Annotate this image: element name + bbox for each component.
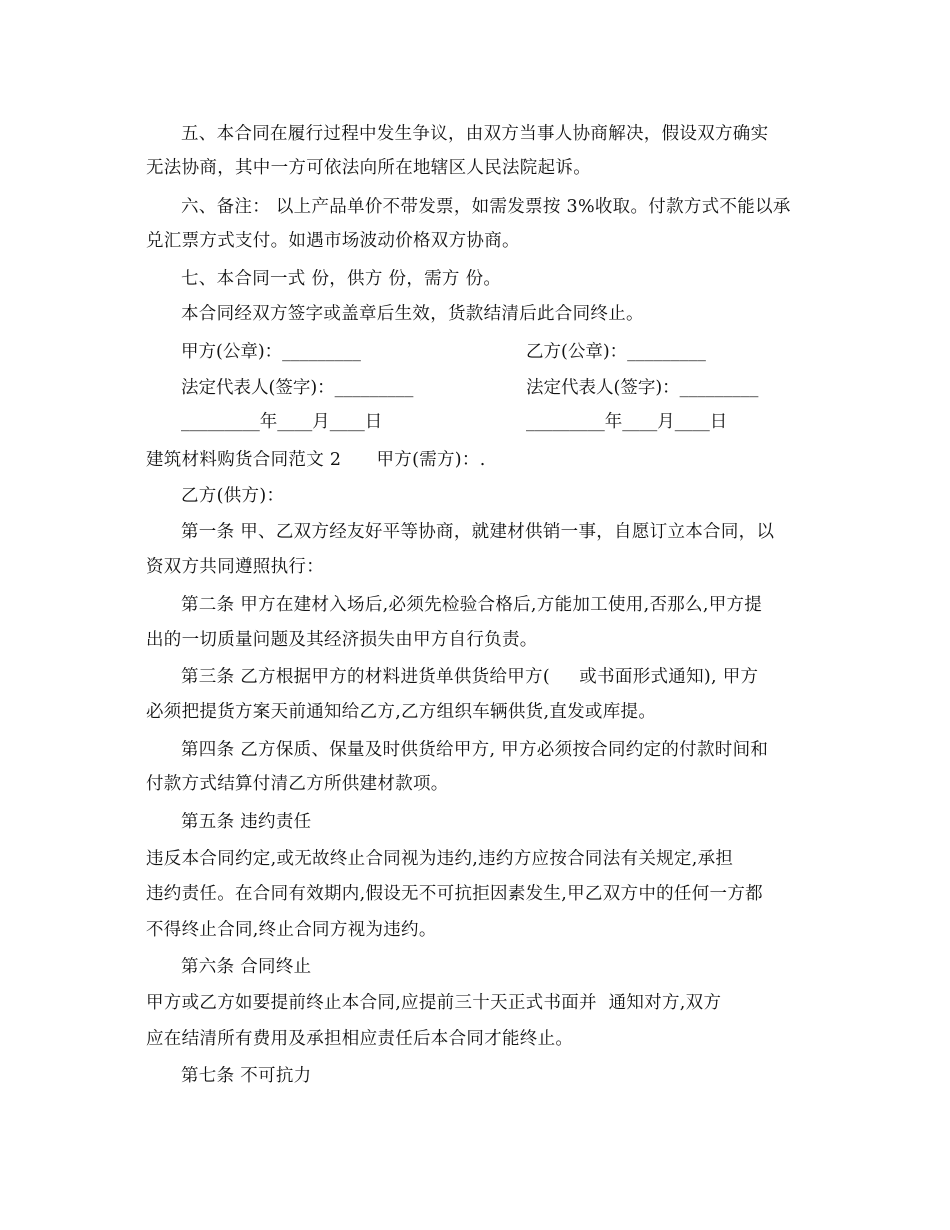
section6-line1: 六、备注： 以上产品单价不带发票，如需发票按 3%收取。付款方式不能以承	[181, 197, 791, 217]
supplier-line: 乙方(供方)：	[181, 486, 285, 506]
party-a-rep: 法定代表人(签字)：_________	[181, 378, 414, 398]
section5-line2: 无法协商，其中一方可依法向所在地辖区人民法院起诉。	[146, 158, 591, 178]
effective-line: 本合同经双方签字或盖章后生效，货款结清后此合同终止。	[181, 304, 644, 324]
party-a-seal: 甲方(公章)：_________	[181, 342, 361, 362]
article4-line1: 第四条 乙方保质、保量及时供货给甲方, 甲方必须按合同约定的付款时间和	[181, 740, 769, 760]
contract2-title-line: 建筑材料购货合同范文 2 甲方(需方)：.	[146, 450, 486, 470]
article5-line1: 违反本合同约定,或无故终止合同视为违约,违约方应按合同法有关规定,承担	[146, 849, 734, 869]
party-a-date: _________年____月____日	[181, 412, 383, 432]
article5-line3: 不得终止合同,终止合同方视为违约。	[146, 920, 437, 940]
article5-heading: 第五条 违约责任	[181, 812, 312, 832]
party-b-seal: 乙方(公章)：_________	[526, 342, 706, 362]
article6-line2: 应在结清所有费用及承担相应责任后本合同才能终止。	[146, 1029, 574, 1049]
article7-heading: 第七条 不可抗力	[181, 1066, 312, 1086]
section7-line: 七、本合同一式 份，供方 份，需方 份。	[181, 269, 502, 289]
article1-line2: 资双方共同遵照执行：	[146, 557, 324, 577]
article3-line2: 必须把提货方案天前通知给乙方,乙方组织车辆供货,直发或库提。	[146, 702, 657, 722]
article3-line1: 第三条 乙方根据甲方的材料进货单供货给甲方( 或书面形式通知), 甲方	[181, 667, 759, 687]
section5-line1: 五、本合同在履行过程中发生争议，由双方当事人协商解决，假设双方确实	[181, 124, 769, 144]
article4-line2: 付款方式结算付清乙方所供建材款项。	[146, 774, 449, 794]
article1-line1: 第一条 甲、乙双方经友好平等协商，就建材供销一事，自愿订立本合同，以	[181, 522, 775, 542]
section6-line2: 兑汇票方式支付。如遇市场波动价格双方协商。	[146, 231, 520, 251]
article2-line1: 第二条 甲方在建材入场后,必须先检验合格后,方能加工使用,否那么,甲方提	[181, 595, 763, 615]
article6-line1: 甲方或乙方如要提前终止本合同,应提前三十天正式书面并 通知对方,双方	[146, 993, 722, 1013]
article5-line2: 违约责任。在合同有效期内,假设无不可抗拒因素发生,甲乙双方中的任何一方都	[146, 884, 763, 904]
party-b-rep: 法定代表人(签字)：_________	[526, 378, 759, 398]
article6-heading: 第六条 合同终止	[181, 957, 312, 977]
article2-line2: 出的一切质量问题及其经济损失由甲方自行负责。	[146, 630, 538, 650]
party-b-date: _________年____月____日	[526, 412, 728, 432]
